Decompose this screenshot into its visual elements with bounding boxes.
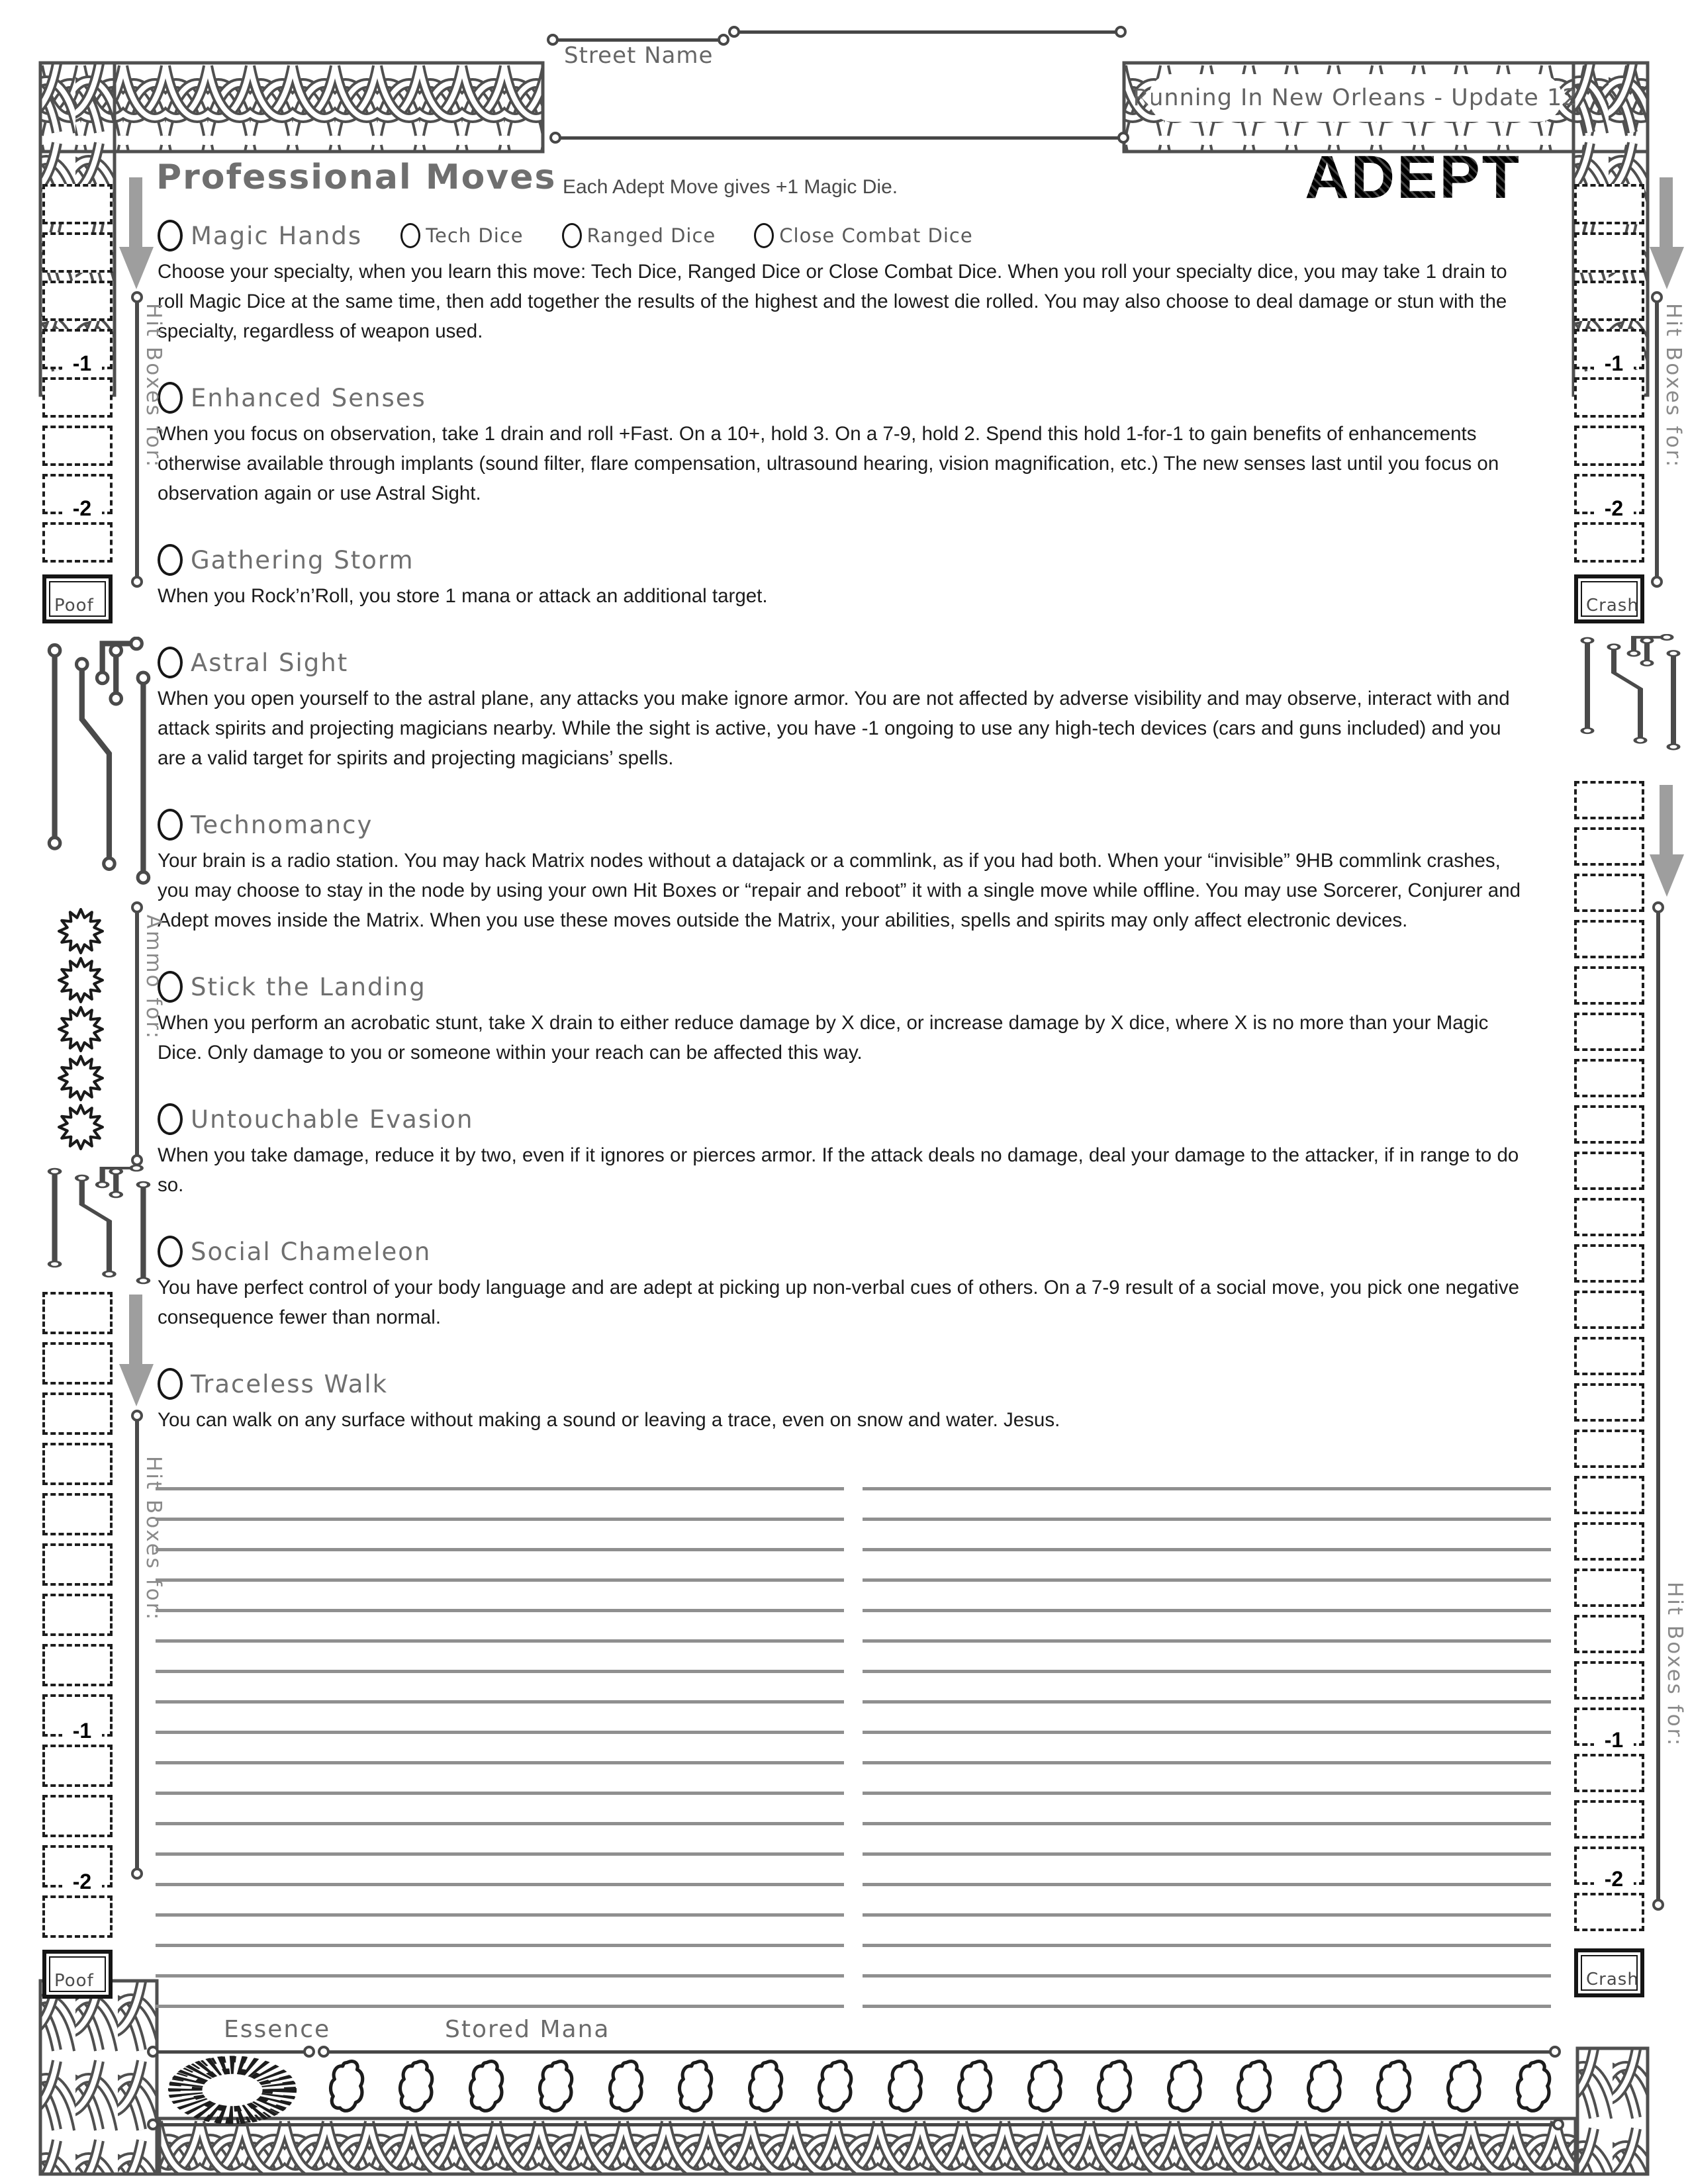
move-header (158, 543, 1531, 577)
mana-slot[interactable] (328, 2058, 369, 2116)
note-line[interactable] (863, 1673, 1551, 1704)
hit-box[interactable] (42, 1493, 113, 1535)
hit-box[interactable] (1574, 1754, 1644, 1792)
move-name: Gathering Storm (191, 545, 414, 574)
note-line[interactable] (863, 1521, 1551, 1551)
mana-slot[interactable] (607, 2058, 648, 2116)
move-description: When you take damage, reduce it by two, even if it ignores or pierces armor. If the attack deals no damage, deal your damage to the attacker, if in range to do so. (158, 1144, 1519, 1196)
hit-box[interactable] (42, 184, 113, 224)
move-name: Untouchable Evasion (191, 1105, 474, 1134)
note-line[interactable] (156, 1856, 844, 1886)
border-braid-bottom-left-corner (38, 1979, 159, 2176)
move-header (158, 645, 1531, 680)
edition-banner-text: Running In New Orleans - Update 12 (1133, 85, 1578, 111)
hit-box[interactable] (1574, 232, 1644, 273)
move (158, 645, 1531, 773)
hit-boxes-label: Hit Boxes for: (1662, 303, 1685, 469)
hit-box[interactable] (42, 426, 113, 466)
move (158, 218, 1531, 346)
street-name-field[interactable] (556, 66, 1119, 132)
move (158, 1234, 1531, 1332)
move-description: Your brain is a radio station. You may hack Matrix nodes without a datajack or a commlink, as if you had both. When your “invisible” 9HB commlink crashes, you may choose to stay in the node by using your own Hit Boxes or “repair and reboot” it with a single move while offline. You may use Sorcerer, Conjurer and Adept moves inside the Matrix. When you use these moves outside the Matrix, your abilities, spells and spirits may only affect electronic devices. (158, 850, 1521, 931)
mana-slot[interactable] (1445, 2058, 1486, 2116)
hit-box[interactable] (1574, 874, 1644, 912)
note-line[interactable] (863, 1551, 1551, 1582)
mana-slot[interactable] (1375, 2058, 1416, 2116)
hit-box[interactable] (1574, 1291, 1644, 1329)
stored-mana-slots (328, 2056, 1556, 2119)
hit-box[interactable] (1574, 1893, 1644, 1931)
note-line[interactable] (156, 1612, 844, 1643)
note-line[interactable] (863, 1612, 1551, 1643)
note-line[interactable] (863, 1917, 1551, 1947)
move-checkbox[interactable] (158, 647, 183, 678)
move-header (158, 1367, 1531, 1401)
class-name: ADEPT (1276, 143, 1521, 212)
move-description: When you Rock’n’Roll, you store 1 mana or attack an additional target. (158, 585, 768, 607)
hit-box[interactable] (1574, 827, 1644, 866)
move-checkbox[interactable] (158, 544, 183, 576)
note-line[interactable] (863, 1886, 1551, 1917)
move-name: Astral Sight (191, 648, 349, 677)
hit-box-column-right-top (1574, 184, 1644, 627)
move-header (158, 1102, 1531, 1136)
mana-slot[interactable] (1235, 2058, 1276, 2116)
hit-boxes-label: Hit Boxes for: (142, 1456, 165, 1622)
hit-boxes-write-line[interactable] (1656, 908, 1660, 1904)
ammo-label: Ammo for: (142, 915, 165, 1040)
hit-box[interactable] (1574, 1615, 1644, 1653)
move-header (158, 1234, 1531, 1269)
ammo-burst[interactable] (41, 957, 120, 1003)
move (158, 1367, 1531, 1435)
note-line[interactable] (156, 1947, 844, 1978)
border-braid-bottom-right-corner (1575, 2046, 1650, 2176)
note-line[interactable] (156, 1551, 844, 1582)
notes-column (863, 1460, 1551, 2008)
hit-box[interactable] (1574, 1059, 1644, 1097)
moves-list (158, 218, 1531, 1469)
mana-bracket-bottom (152, 2123, 1559, 2126)
hit-box[interactable] (42, 1795, 113, 1837)
ammo-burst[interactable] (41, 1006, 120, 1052)
mana-slot[interactable] (1305, 2058, 1346, 2116)
mana-slot[interactable] (1166, 2058, 1207, 2116)
move-checkbox[interactable] (158, 1103, 183, 1135)
hit-box[interactable] (42, 1543, 113, 1586)
hit-box[interactable] (1574, 1569, 1644, 1607)
mana-slot[interactable] (1096, 2058, 1137, 2116)
note-line[interactable] (156, 1673, 844, 1704)
note-line[interactable] (863, 1582, 1551, 1612)
note-line[interactable] (156, 1460, 844, 1490)
specialty-label: Ranged Dice (586, 224, 716, 247)
crash-box[interactable] (1574, 1948, 1644, 1997)
down-arrow-icon (119, 1295, 154, 1406)
mana-slot[interactable] (537, 2058, 578, 2116)
note-line[interactable] (863, 1460, 1551, 1490)
move-name: Stick the Landing (191, 972, 426, 1001)
mana-slot[interactable] (397, 2058, 438, 2116)
street-name-rule-top-long (733, 30, 1121, 34)
note-line[interactable] (863, 1856, 1551, 1886)
penalty-label: -2 (1594, 1869, 1634, 1889)
mana-slot[interactable] (677, 2058, 718, 2116)
specialty-checkbox[interactable] (562, 223, 582, 248)
hit-box[interactable] (42, 1644, 113, 1686)
penalty-label: -1 (62, 1721, 102, 1741)
mana-slot[interactable] (956, 2058, 997, 2116)
note-line[interactable] (156, 1582, 844, 1612)
notes-area (156, 1460, 1551, 2008)
hit-box[interactable] (1574, 1198, 1644, 1236)
move (158, 381, 1531, 508)
specialty-checkbox[interactable] (754, 223, 774, 248)
note-line[interactable] (156, 1917, 844, 1947)
penalty-label: -1 (1594, 1730, 1634, 1750)
move-checkbox[interactable] (158, 1368, 183, 1400)
hit-box[interactable] (42, 522, 113, 563)
ammo-burst[interactable] (41, 908, 120, 954)
down-arrow-icon (119, 177, 154, 289)
hit-box[interactable] (1574, 522, 1644, 563)
note-line[interactable] (156, 1704, 844, 1734)
specialty-label: Close Combat Dice (779, 224, 973, 247)
move-description: When you focus on observation, take 1 drain and roll +Fast. On a 10+, hold 3. On a 7-9, hold 2. Spend this hold 1-for-1 to gain benefits of enhancements otherwise available through implants (sound filter, flare compensation, ultrasound hearing, vision magnification, etc.) The new senses last until you focus on observation again or use Astral Sight. (158, 423, 1499, 504)
notes-column (156, 1460, 844, 2008)
mana-slot[interactable] (467, 2058, 508, 2116)
move-description: You can walk on any surface without making a sound or leaving a trace, even on snow and water. Jesus. (158, 1409, 1060, 1431)
specialty-option (400, 223, 523, 248)
move-checkbox[interactable] (158, 809, 183, 841)
move-description: Choose your specialty, when you learn this move: Tech Dice, Ranged Dice or Close Combat Dice. When you roll your specialty dice, you may take 1 drain to roll Magic Dice at the same time, then add together the results of the highest and the lowest die rolled. You may also choose to deal damage or stun with the specialty, regardless of weapon used. (158, 261, 1507, 342)
move-name: Social Chameleon (191, 1237, 432, 1266)
note-line[interactable] (863, 1764, 1551, 1795)
note-line[interactable] (863, 1734, 1551, 1764)
hit-box[interactable] (1574, 781, 1644, 819)
move-name: Technomancy (191, 810, 373, 839)
hit-boxes-write-line[interactable] (1655, 298, 1659, 581)
move-name: Traceless Walk (191, 1369, 389, 1398)
circuit-decoration (1574, 634, 1687, 756)
hit-box[interactable] (42, 281, 113, 321)
hit-box[interactable] (42, 1745, 113, 1787)
hit-box-column-left-bottom (42, 1292, 113, 2003)
hit-box[interactable] (42, 1895, 113, 1938)
end-box-label: Crash (1586, 1970, 1639, 1989)
ammo-burst[interactable] (41, 1104, 120, 1150)
down-arrow-icon (1650, 177, 1684, 289)
mana-slot[interactable] (816, 2058, 857, 2116)
note-line[interactable] (863, 1643, 1551, 1673)
move (158, 970, 1531, 1068)
note-line[interactable] (863, 1947, 1551, 1978)
note-line[interactable] (156, 1825, 844, 1856)
essence-splat[interactable] (160, 2052, 305, 2128)
mana-bracket-top (323, 2050, 1556, 2054)
mana-slot[interactable] (886, 2058, 927, 2116)
mana-slot[interactable] (747, 2058, 788, 2116)
hit-box[interactable] (1574, 377, 1644, 418)
hit-box[interactable] (1574, 426, 1644, 466)
hit-box[interactable] (1574, 281, 1644, 321)
ammo-write-line[interactable] (135, 908, 139, 1160)
hit-boxes-label: Hit Boxes for: (1663, 1582, 1687, 1748)
page-subtitle: Each Adept Move gives +1 Magic Die. (563, 176, 898, 198)
street-name-rule-bottom (555, 136, 1124, 140)
ammo-slots (41, 908, 124, 1150)
ammo-burst[interactable] (41, 1055, 120, 1101)
hit-box[interactable] (1574, 1800, 1644, 1839)
circuit-decoration (41, 637, 157, 898)
street-name-label: Street Name (564, 42, 714, 69)
penalty-label: -2 (1594, 498, 1634, 518)
penalty-label: -1 (1594, 353, 1634, 373)
specialty-option (754, 223, 972, 248)
specialty-checkbox[interactable] (400, 223, 420, 248)
move-description: When you open yourself to the astral plane, any attacks you make ignore armor. You are not affected by adverse visibility and may observe, interact with and attack spirits and projecting magicians nearby. While the sight is active, you have -1 ongoing to use any high-tech devices (cars and guns included) and you are a valid target for spirits and projecting magicians’ spells. (158, 688, 1510, 769)
note-line[interactable] (863, 1490, 1551, 1521)
hit-box[interactable] (42, 1292, 113, 1334)
move-header (158, 970, 1531, 1004)
move (158, 1102, 1531, 1200)
hit-box[interactable] (1574, 184, 1644, 224)
note-line[interactable] (863, 1978, 1551, 2008)
note-line[interactable] (863, 1825, 1551, 1856)
note-line[interactable] (156, 1764, 844, 1795)
move-description: When you perform an acrobatic stunt, take X drain to either reduce damage by X dice, or increase damage by X dice, where X is no more than your Magic Dice. Only damage to you or someone within your reach can be affected this way. (158, 1012, 1489, 1064)
hit-box[interactable] (1574, 1476, 1644, 1514)
crash-box[interactable] (1574, 574, 1644, 623)
hit-box[interactable] (1574, 1383, 1644, 1422)
hit-box[interactable] (1574, 966, 1644, 1005)
penalty-label: -2 (62, 1872, 102, 1891)
move-header (158, 807, 1531, 842)
mana-slot[interactable] (1026, 2058, 1067, 2116)
hit-box[interactable] (42, 232, 113, 273)
move-header (158, 218, 1531, 253)
note-line[interactable] (156, 1978, 844, 2008)
page-title: Professional Moves (156, 158, 557, 197)
move (158, 807, 1531, 935)
move-description: You have perfect control of your body language and are adept at picking up non-verbal cues of others. On a 7-9 result of a social move, you pick one negative consequence fewer than normal. (158, 1277, 1520, 1328)
penalty-label: -1 (62, 353, 102, 373)
specialty-label: Tech Dice (426, 224, 524, 247)
mana-slot[interactable] (1515, 2058, 1556, 2116)
hit-box[interactable] (1574, 1430, 1644, 1468)
note-line[interactable] (156, 1795, 844, 1825)
stored-mana-label: Stored Mana (445, 2016, 610, 2043)
move-header (158, 381, 1531, 415)
poof-box[interactable] (42, 1950, 113, 1999)
circuit-decoration (41, 1165, 157, 1291)
hit-box-column-left-top (42, 184, 113, 627)
hit-box[interactable] (42, 1392, 113, 1435)
essence-label: Essence (224, 2016, 331, 2043)
note-line[interactable] (863, 1704, 1551, 1734)
hit-boxes-write-line[interactable] (135, 1416, 139, 1873)
street-name-rule-top-short (552, 38, 724, 42)
note-line[interactable] (863, 1795, 1551, 1825)
hit-box[interactable] (1574, 1337, 1644, 1375)
move-name: Magic Hands (191, 221, 363, 250)
hit-boxes-label: Hit Boxes for: (142, 303, 165, 469)
end-box-label: Crash (1586, 596, 1639, 615)
move (158, 543, 1531, 611)
specialty-option (562, 223, 716, 248)
edition-banner (1133, 74, 1578, 122)
hit-box[interactable] (1574, 1152, 1644, 1190)
move-checkbox[interactable] (158, 220, 183, 251)
penalty-label: -2 (62, 498, 102, 518)
note-line[interactable] (156, 1886, 844, 1917)
poof-box[interactable] (42, 574, 113, 623)
hit-box[interactable] (42, 1342, 113, 1385)
note-line[interactable] (156, 1734, 844, 1764)
note-line[interactable] (156, 1521, 844, 1551)
end-box-label: Poof (54, 1971, 94, 1991)
hit-box[interactable] (1574, 1522, 1644, 1561)
hit-box-column-right-bottom (1574, 781, 1644, 2001)
move-checkbox[interactable] (158, 1236, 183, 1267)
note-line[interactable] (156, 1490, 844, 1521)
note-line[interactable] (156, 1643, 844, 1673)
hit-box[interactable] (1574, 1013, 1644, 1051)
hit-box[interactable] (42, 1594, 113, 1636)
hit-box[interactable] (1574, 1105, 1644, 1144)
move-name: Enhanced Senses (191, 383, 426, 412)
hit-box[interactable] (42, 1443, 113, 1485)
end-box-label: Poof (54, 596, 94, 615)
hit-box[interactable] (1574, 1661, 1644, 1700)
hit-box[interactable] (1574, 1244, 1644, 1283)
hit-boxes-write-line[interactable] (135, 298, 139, 581)
hit-box[interactable] (1574, 920, 1644, 958)
hit-box[interactable] (42, 377, 113, 418)
down-arrow-icon (1650, 785, 1684, 897)
